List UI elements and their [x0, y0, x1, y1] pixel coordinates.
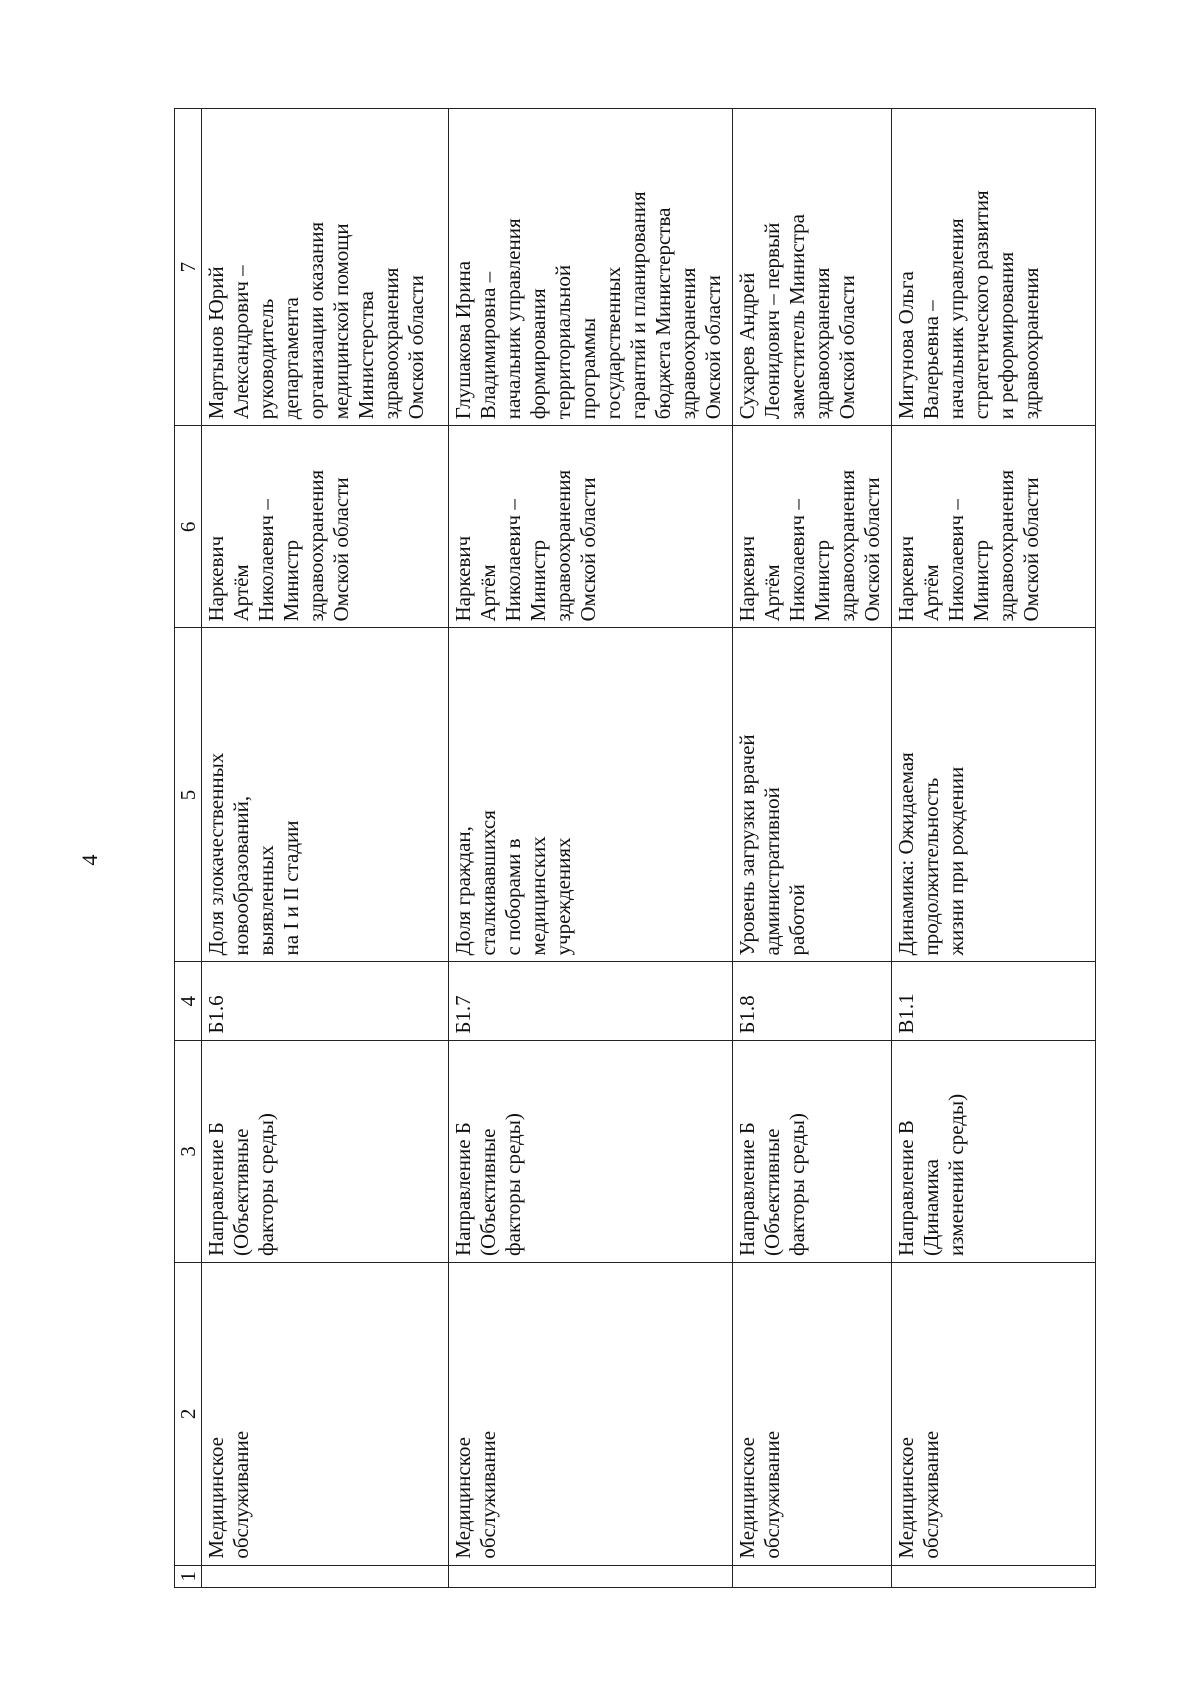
cell-text-line: Мигунова Ольга	[894, 271, 918, 420]
cell-text-line: здравоохранения	[379, 267, 403, 420]
cell-text-line: Медицинское	[204, 1437, 228, 1559]
cell-text-line: Министр	[279, 539, 303, 622]
cell-text-line: выявленных	[254, 845, 278, 956]
cell-text-line: здравоохранения	[1019, 267, 1043, 420]
table-cell-col4	[892, 962, 1096, 1040]
cell-text-line: формирования	[526, 288, 550, 420]
cell-text-line: факторы среды)	[254, 1113, 278, 1256]
cell-text-line: новообразований,	[229, 795, 253, 956]
table-cell-col6	[733, 426, 892, 628]
column-header-7: 7	[175, 109, 202, 426]
cell-text-line: территориальной	[551, 264, 575, 420]
cell-text-line: Николаевич –	[785, 499, 809, 622]
cell-text-line: Омской области	[835, 275, 859, 420]
cell-text-line: Направление Б	[204, 1122, 228, 1256]
cell-text-line: изменений среды)	[944, 1093, 968, 1256]
cell-text-line: Министерства	[354, 291, 378, 420]
cell-text-line: здравоохранения	[304, 469, 328, 622]
cell-text-line: продолжительность	[919, 777, 943, 956]
cell-text-line: Динамика: Ожидаемая	[894, 752, 918, 956]
cell-text-line: Артём	[229, 564, 253, 622]
table-row	[733, 109, 892, 1588]
table-cell-col7	[449, 109, 733, 426]
cell-text-line: (Объективные	[229, 1128, 253, 1256]
cell-text-line: обслуживание	[229, 1430, 253, 1559]
table-cell-col4	[733, 962, 892, 1040]
table-cell-col1	[892, 1565, 1096, 1587]
column-header-1: 1	[175, 1565, 202, 1587]
cell-text-line: Наркевич	[894, 535, 918, 622]
column-header-6: 6	[175, 426, 202, 628]
cell-text-line: здравоохранения	[551, 469, 575, 622]
cell-text-line: Омской области	[1019, 477, 1043, 622]
cell-text-line: Наркевич	[735, 535, 759, 622]
page-number: 4	[77, 854, 102, 866]
cell-text-line: начальник управления	[944, 218, 968, 420]
cell-text-line: Медицинское	[735, 1437, 759, 1559]
table-cell-col6	[449, 426, 733, 628]
table-cell-col3	[733, 1040, 892, 1262]
cell-text-line: Артём	[476, 564, 500, 622]
table-cell-col1	[733, 1565, 892, 1587]
table-cell-col2	[892, 1262, 1096, 1565]
cell-text-line: учреждениях	[551, 837, 575, 956]
cell-text-line: Глушакова Ирина	[451, 260, 475, 420]
cell-text-line: Артём	[919, 564, 943, 622]
cell-text-line: Омской области	[701, 275, 725, 420]
data-table	[174, 108, 1096, 1588]
cell-text-line: обслуживание	[476, 1430, 500, 1559]
cell-text-line: медицинских	[526, 836, 550, 956]
cell-text-line: Омской области	[329, 477, 353, 622]
table-row	[449, 109, 733, 1588]
cell-text-line: Б1.7	[451, 995, 475, 1034]
cell-text-line: факторы среды)	[501, 1113, 525, 1256]
cell-text-line: заместитель Министра	[785, 214, 809, 420]
table-cell-col6	[202, 426, 449, 628]
cell-text-line: Наркевич	[451, 535, 475, 622]
cell-text-line: Уровень загрузки врачей	[735, 734, 759, 956]
cell-text-line: программы	[576, 317, 600, 420]
cell-text-line: Николаевич –	[254, 499, 278, 622]
rotated-table-container	[174, 108, 1094, 1588]
table-cell-col3	[202, 1040, 449, 1262]
table-cell-col5	[449, 628, 733, 962]
table-cell-col5	[733, 628, 892, 962]
cell-text-line: Омской области	[860, 477, 884, 622]
cell-text-line: Направление В	[894, 1120, 918, 1256]
table-cell-col2	[449, 1262, 733, 1565]
cell-text-line: Направление Б	[735, 1122, 759, 1256]
table-cell-col3	[892, 1040, 1096, 1262]
table-cell-col6	[892, 426, 1096, 628]
cell-text-line: Николаевич –	[944, 499, 968, 622]
cell-text-line: Наркевич	[204, 535, 228, 622]
cell-text-line: Омской области	[404, 275, 428, 420]
cell-text-line: организации оказания	[304, 221, 328, 420]
cell-text-line: Леонидович – первый	[760, 222, 784, 420]
cell-text-line: (Объективные	[476, 1128, 500, 1256]
cell-text-line: руководитель	[254, 298, 278, 420]
cell-text-line: обслуживание	[919, 1430, 943, 1559]
cell-text-line: здравоохранения	[676, 267, 700, 420]
cell-text-line: Доля граждан,	[451, 826, 475, 956]
cell-text-line: Валерьевна –	[919, 300, 943, 420]
table-cell-col1	[449, 1565, 733, 1587]
cell-text-line: жизни при рождении	[944, 766, 968, 956]
table-row	[202, 109, 449, 1588]
cell-text-line: Сухарев Андрей	[735, 272, 759, 420]
cell-text-line: бюджета Министерства	[651, 207, 675, 420]
cell-text-line: обслуживание	[760, 1430, 784, 1559]
cell-text-line: сталкивавшихся	[476, 810, 500, 956]
cell-text-line: Доля злокачественных	[204, 752, 228, 956]
cell-text-line: с поборами в	[501, 838, 525, 956]
cell-text-line: гарантий и планирования	[626, 191, 650, 420]
table-cell-col2	[733, 1262, 892, 1565]
table-cell-col7	[202, 109, 449, 426]
cell-text-line: Владимировна –	[476, 271, 500, 420]
cell-text-line: Николаевич –	[501, 499, 525, 622]
cell-text-line: Министр	[810, 539, 834, 622]
cell-text-line: здравоохранения	[810, 267, 834, 420]
table-cell-col5	[202, 628, 449, 962]
cell-text-line: Направление Б	[451, 1122, 475, 1256]
cell-text-line: Артём	[760, 564, 784, 622]
cell-text-line: (Динамика	[919, 1159, 943, 1256]
header-row	[175, 109, 202, 1588]
cell-text-line: здравоохранения	[994, 469, 1018, 622]
cell-text-line: на I и II стадии	[279, 820, 303, 956]
cell-text-line: административной	[760, 787, 784, 956]
table-cell-col7	[892, 109, 1096, 426]
cell-text-line: Б1.6	[204, 995, 228, 1034]
table-cell-col1	[202, 1565, 449, 1587]
cell-text-line: Министр	[969, 539, 993, 622]
cell-text-line: Министр	[526, 539, 550, 622]
cell-text-line: Б1.8	[735, 995, 759, 1034]
column-header-2: 2	[175, 1262, 202, 1565]
cell-text-line: Александрович –	[229, 265, 253, 420]
cell-text-line: В1.1	[894, 993, 918, 1034]
column-header-3: 3	[175, 1040, 202, 1262]
table-cell-col4	[449, 962, 733, 1040]
table-cell-col7	[733, 109, 892, 426]
cell-text-line: здравоохранения	[835, 469, 859, 622]
cell-text-line: и реформирования	[994, 251, 1018, 420]
cell-text-line: работой	[785, 884, 809, 956]
table-cell-col2	[202, 1262, 449, 1565]
column-header-4: 4	[175, 962, 202, 1040]
cell-text-line: департамента	[279, 297, 303, 420]
cell-text-line: стратегического развития	[969, 190, 993, 420]
table-row	[892, 109, 1096, 1588]
column-header-5: 5	[175, 628, 202, 962]
cell-text-line: Омской области	[576, 477, 600, 622]
table-cell-col3	[449, 1040, 733, 1262]
cell-text-line: государственных	[601, 266, 625, 420]
cell-text-line: Медицинское	[451, 1437, 475, 1559]
cell-text-line: Мартынов Юрий	[204, 266, 228, 420]
cell-text-line: (Объективные	[760, 1128, 784, 1256]
cell-text-line: начальник управления	[501, 218, 525, 420]
cell-text-line: Медицинское	[894, 1437, 918, 1559]
table-cell-col4	[202, 962, 449, 1040]
table-cell-col5	[892, 628, 1096, 962]
cell-text-line: факторы среды)	[785, 1113, 809, 1256]
cell-text-line: медицинской помощи	[329, 223, 353, 420]
